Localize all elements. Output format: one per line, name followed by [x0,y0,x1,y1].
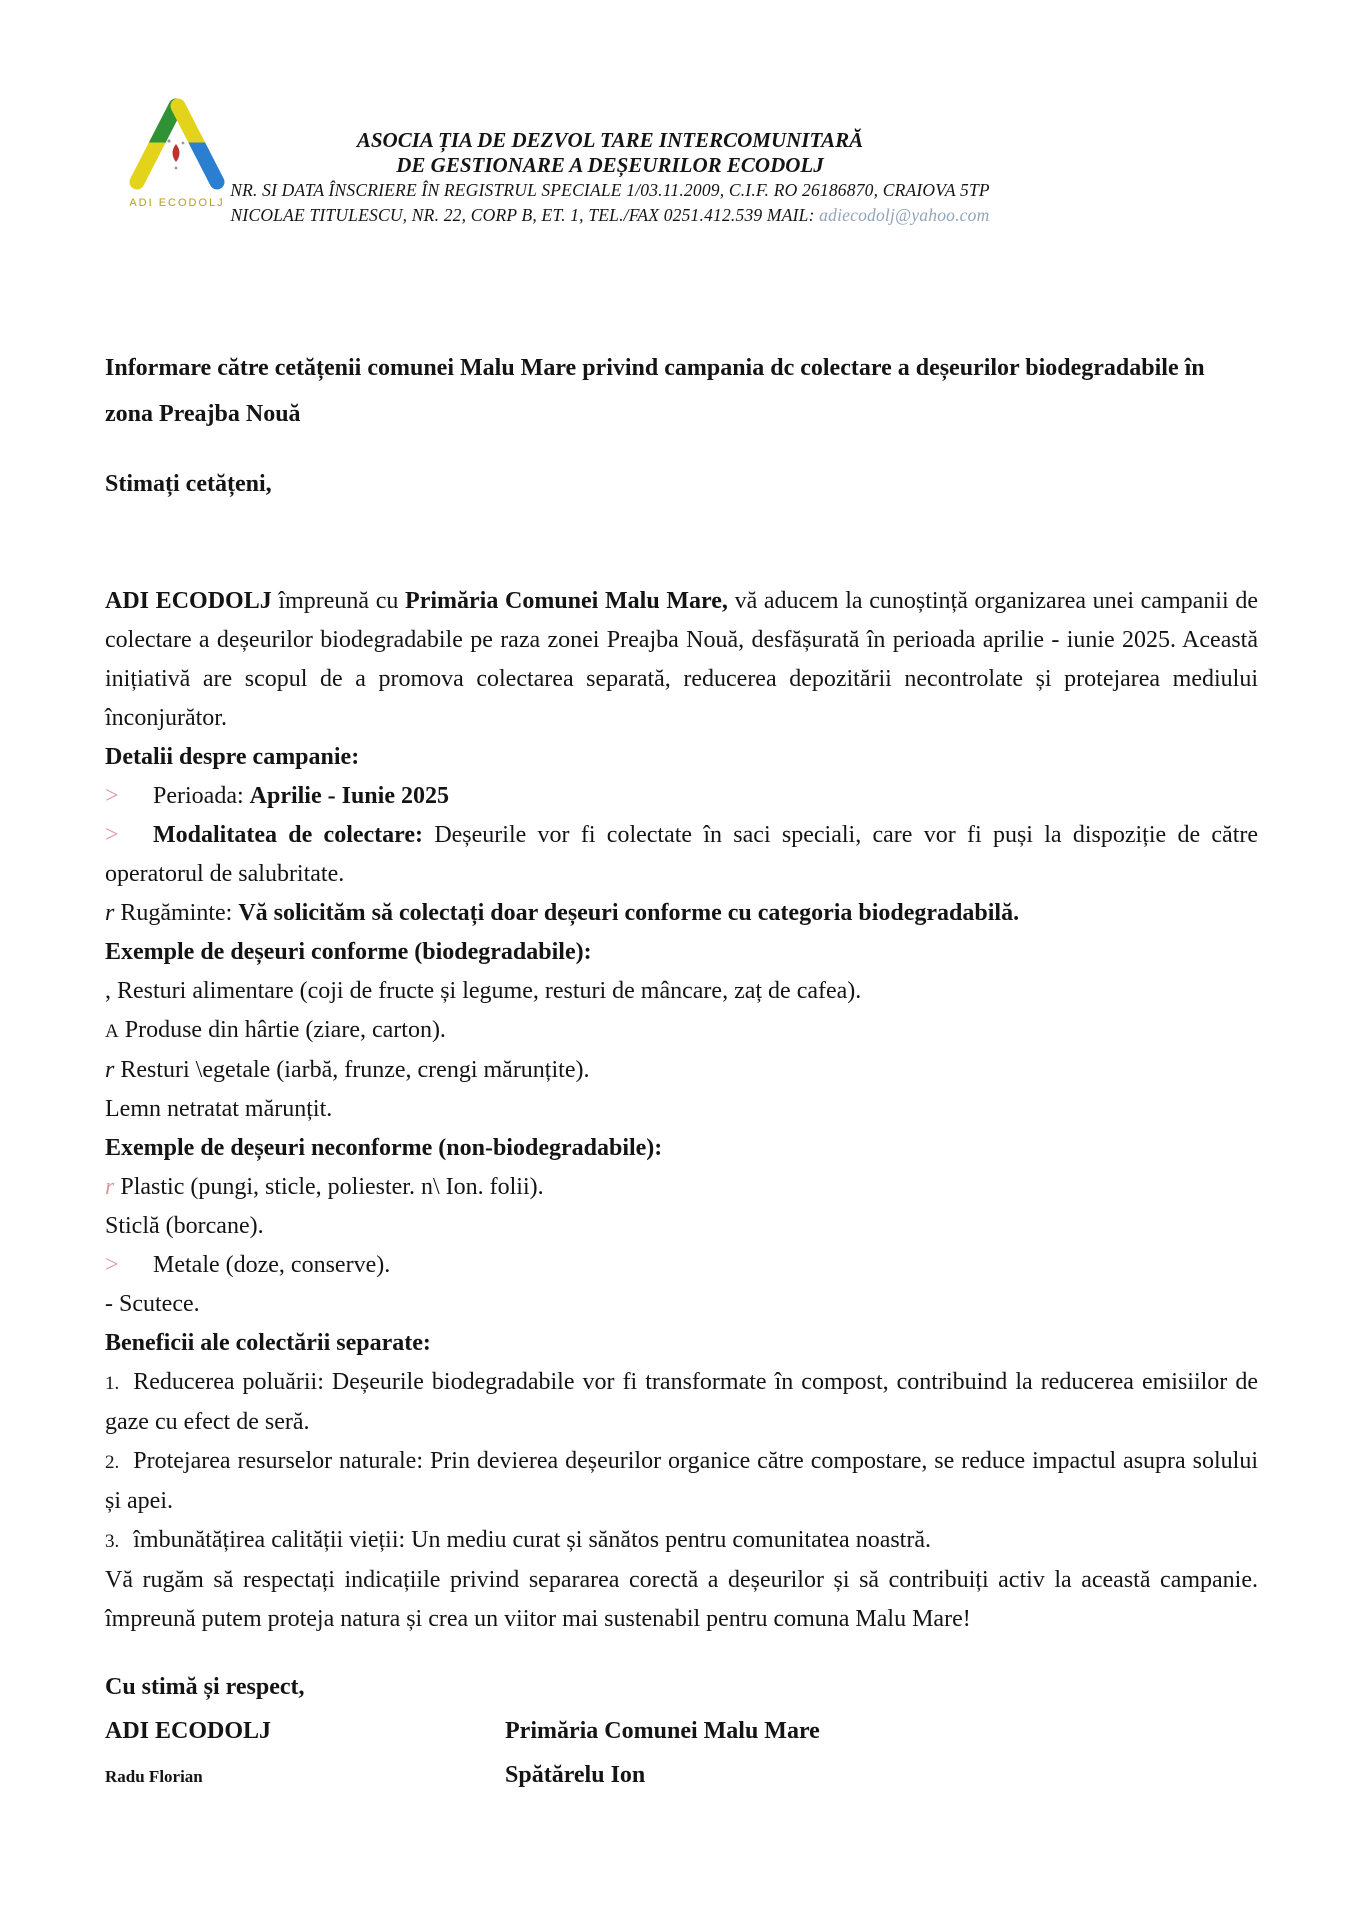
registry-line: NR. SI DATA ÎNSCRIERE ÎN REGISTRUL SPECIALE 1/03.11.2009, C.I.F. RO 26186870, CRAIOVA 5TP [230,180,990,200]
details-heading: Detalii despre campanie: [105,744,360,770]
signature-left-name: Radu Florian [105,1767,203,1786]
salutation: Stimați cetățeni, [105,471,272,497]
org-name-line1: ASOCIA ȚIA DE DEZVOL TARE INTERCOMUNITARĂ [356,128,864,152]
letterhead [110,128,1110,228]
letter-title: Informare către cetățenii comunei Malu Mare privind campania dc colectare a deșeurilor biodegradabile în zona Preajba Nouă [105,355,1205,427]
item-marker: , [105,978,111,1004]
conforme-paper: A Produse din hârtie (ziare, carton). [105,1017,446,1043]
signature-left-org: ADI ECODOLJ [105,1718,272,1744]
chevron-bullet-icon: > [105,822,119,848]
intro-org-bold: ADI ECODOLJ [105,588,272,614]
item-marker: r [105,900,115,926]
org-name-line2: DE GESTIONARE A DEȘEURILOR ECODOLJ [396,153,824,177]
signature-regards: Cu stimă și respect, [105,1674,305,1700]
list-number: 2. [105,1452,120,1473]
email-link[interactable]: adiecodolj@yahoo.com [819,205,990,225]
list-number: 1. [105,1373,120,1394]
item-marker: r [105,1057,115,1083]
list-number: 3. [105,1531,120,1552]
neconforme-heading: Exemple de deșeuri neconforme (non-biodegradabile): [105,1135,663,1161]
signature-right-name: Spătărelu Ion [505,1762,646,1788]
detail-period: > Perioada: Aprilie - Iunie 2025 [105,777,1258,816]
conforme-food: , Resturi alimentare (coji de fructe și legume, resturi de mâncare, zaț de cafea). [105,978,862,1004]
conforme-wood: Lemn netratat mărunțit. [105,1096,333,1122]
request-line: r Rugăminte: Vă solicităm să colectați doar deșeuri conforme cu categoria biodegradabilă. [105,900,1020,926]
signature-orgs [105,1709,1258,1753]
signature-right-org: Primăria Comunei Malu Mare [505,1718,820,1744]
intro-paragraph: ADI ECODOLJ împreună cu Primăria Comunei Malu Mare, vă aducem la cunoștință organizarea unei campanii de colectare a deșeurilor biodegradabile pe raza zonei Preajba Nouă, desfășurată în perioada aprilie - iunie 2025. Această inițiativă are scopul de a promova colectarea separată, reducerea depozitării necontrolate și protejarea mediului înconjurător. [105,588,1258,731]
intro-cityhall-bold: Primăria Comunei Malu Mare, [405,588,728,614]
benefit-item: 2. Protejarea resurselor naturale: Prin devierea deșeurilor organice către compostare, se reduce impactul asupra solului și apei. [105,1448,1258,1514]
closing-paragraph: Vă rugăm să respectați indicațiile privind separarea corectă a deșeurilor și să contribuiți activ la această campanie. împreună putem proteja natura și crea un viitor mai sustenabil pentru comuna Malu Mare! [105,1567,1258,1632]
address-line [110,203,1110,228]
chevron-bullet-icon: > [105,1252,119,1278]
detail-mode: > Modalitatea de colectare: Deșeurile vor fi colectate în saci speciali, care vor fi puși la dispoziție de către operatorul de salubritate. [105,816,1258,894]
conforme-vegetal: r Resturi \egetale (iarbă, frunze, crengi mărunțite). [105,1057,590,1083]
neconforme-metal: > Metale (doze, conserve). [105,1246,1258,1285]
letter-body [105,345,1258,1799]
benefits-heading: Beneficii ale colectării separate: [105,1330,431,1356]
signature-names [105,1753,1258,1799]
neconforme-glass: Sticlă (borcane). [105,1213,264,1239]
neconforme-plastic: r Plastic (pungi, sticle, poliester. n\ Ion. folii). [105,1174,544,1200]
address-text: NICOLAE TITULESCU, NR. 22, CORP B, ET. 1, TEL./FAX 0251.412.539 MAIL: [230,205,820,225]
item-marker: A [105,1021,119,1042]
benefit-item: 1. Reducerea poluării: Deșeurile biodegradabile vor fi transformate în compost, contribuind la reducerea emisiilor de gaze cu efect de seră. [105,1369,1258,1435]
neconforme-diapers: - Scutece. [105,1291,200,1317]
item-marker: r [105,1174,115,1200]
logo-label: ADI ECODOLJ [129,197,225,209]
conforme-heading: Exemple de deșeuri conforme (biodegradabile): [105,939,592,965]
benefit-item: 3. îmbunătățirea calității vieții: Un mediu curat și sănătos pentru comunitatea noastră. [105,1527,931,1553]
chevron-bullet-icon: > [105,783,119,809]
